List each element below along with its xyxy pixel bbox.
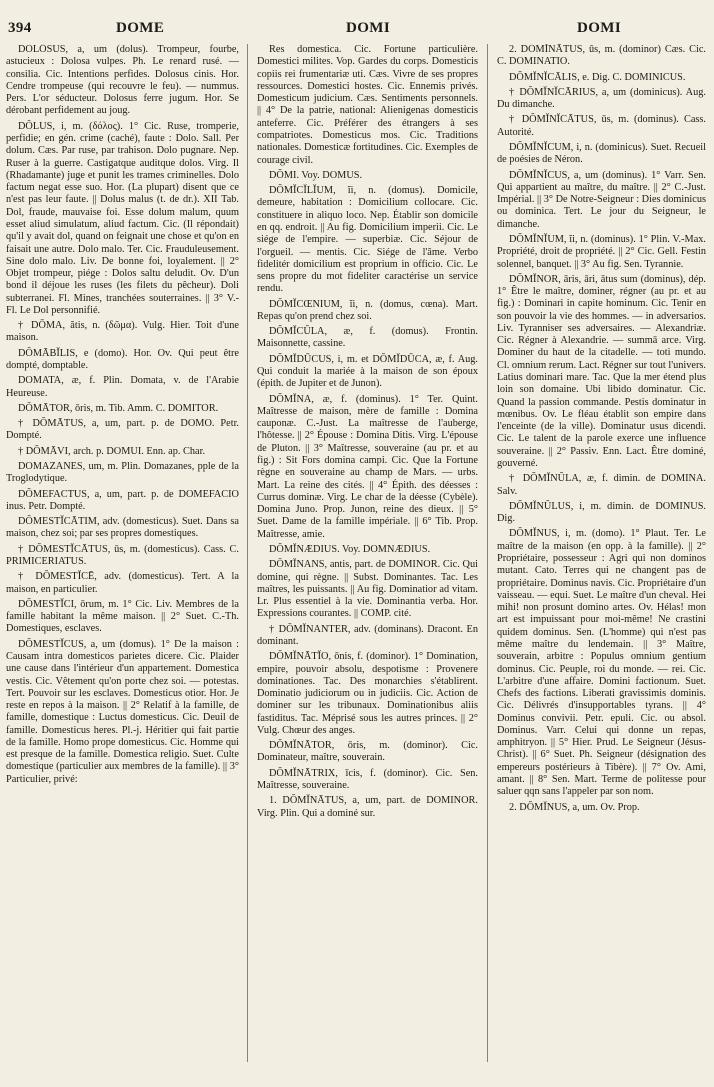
column-right — [497, 44, 706, 1084]
dictionary-entry: DŎMĬNŬLUS, i, m. dimin. de DOMINUS. Dig. — [497, 500, 706, 525]
dictionary-entry: DŎMI. Voy. DOMUS. — [269, 169, 363, 181]
dictionary-entry: DŎLUS, i, m. (δόλος). 1° Cic. Ruse, tromperie, perfidie; en gén. crime (caché), faute : Dolo. Sall. Per dolum. Cæs. Par ruse, par trahison. Dolo pugnare. Nep. Ruser à la guerre. Castigatque auditque dolos. Virg. Il (Rhadamante) juge et punit les trames criminelles. Dolo factum negat esse suo. Hor. (La plupart) disent que ce n'est pas leur faute. || Dolus malus (t. de dr.). XII Tab. Dol, fraude, mauvaise foi. Esse dolum malum, quum esset aliud simulatum, aliud factum. Cic. (Il répondait) qu'il y avait dol, quand on feignait une chose et qu'on en faisait une autre. Dolo malo. Ter. Cic. Frauduleusement. Sine dolo malo. Liv. De bonne foi, loyalement. || 2° Objet trompeur, piége : Dolos saltu deludit. Ov. D'un bond il déjoue les ruses (les filets du pêcheur). Doli subterranei. Fl. Mines, tranchées souterraines. || 3° V.-Fl. Le Dol personnifié. — [6, 120, 239, 316]
running-head-left: DOME — [116, 20, 165, 36]
dictionary-entry: DŎMESTĬCI, ōrum, m. 1° Cic. Liv. Membres de la famille habitant la même maison. || 2° Suet. C.-Th. Domestiques, esclaves. — [6, 598, 239, 635]
column-left — [6, 44, 239, 1084]
dictionary-entry: † DŎMĬNANTER, adv. (dominans). Dracont. En dominant. — [257, 623, 478, 647]
dictionary-entry: DOMATA, æ, f. Plin. Domata, v. de l'Arabie Heureuse. — [6, 375, 239, 399]
dictionary-entry: † DŎMĀTUS, a, um, part. p. de DOMO. Petr. Dompté. — [6, 418, 239, 442]
dictionary-entry: DŎLŌSUS, a, um (dolus). Trompeur, fourbe, astucieux : Dolosa vulpes. Ph. Le renard rusé. — consilia. Cic. Intentions perfides. Dolosus cinis. Hor. Cendre trompeuse (qui recouvre le feu). — nummus. Pers. L'or séducteur. Dolosus ferre jugum. Hor. Se dérobant perfidement au joug. — [6, 44, 239, 117]
dictionary-entry: † DŎMĬNŬLA, æ, f. dimin. de DOMINA. Salv. — [497, 473, 706, 497]
dictionary-entry: † DŎMESTĬCĒ, adv. (domesticus). Tert. A la maison, en particulier. — [6, 571, 239, 595]
dictionary-entry: DŎMĬDŪCUS, i, m. et DŎMĬDŪCA, æ, f. Aug. Qui conduit la mariée à la maison de son époux (épith. de Jupiter et de Junon). — [257, 353, 478, 390]
dictionary-entry: † DŎMESTĬCĀTUS, ūs, m. (domesticus). Cass. C. PRIMICERIATUS. — [6, 543, 239, 567]
dictionary-entry: † DŎMĬNĬCĀTUS, ūs, m. (dominus). Cass. Autorité. — [497, 114, 706, 138]
dictionary-entry: DŎMĬCŬLA, æ, f. (domus). Frontin. Maisonnette, cassine. — [257, 326, 478, 350]
running-head-right: DOMI — [577, 20, 622, 36]
dictionary-entry: DŎMĬCŒNIUM, ĭi, n. (domus, cœna). Mart. Repas qu'on prend chez soi. — [257, 298, 478, 322]
column-divider-right — [487, 44, 488, 1062]
page-number: 394 — [8, 20, 32, 36]
dictionary-entry: DŎMĬNÆDIUS. Voy. DOMNÆDIUS. — [269, 543, 431, 555]
dictionary-entry: DŎMĬNĬCĀLIS, e. Dig. C. DOMINICUS. — [509, 71, 686, 83]
dictionary-entry: DŎMĬNĬCUM, i, n. (dominicus). Suet. Recueil de poésies de Néron. — [497, 141, 706, 166]
dictionary-entry: DŎMESTĬCĀTIM, adv. (domesticus). Suet. Dans sa maison, chez soi; par ses propres domestiques. — [6, 516, 239, 540]
dictionary-entry: † DŌMA, ătis, n. (δῶμα). Vulg. Hier. Toit d'une maison. — [6, 320, 239, 344]
dictionary-entry: DŎMĬNĀTOR, ōris, m. (dominor). Cic. Dominateur, maître, souverain. — [257, 740, 478, 764]
dictionary-entry: † DŎMĀVI, arch. p. DOMUI. Enn. ap. Char. — [18, 445, 206, 457]
column-middle — [257, 44, 478, 1084]
dictionary-entry: DŎMĬNĬCUS, a, um (dominus). 1° Varr. Sen. Qui appartient au maître, du maître. || 2° C.-Just. Impérial. || 3° De Notre-Seigneur : Dies dominicus ou dominica. Tert. Le jour du Seigneur, le dimanche. — [497, 169, 706, 230]
running-head-center: DOMI — [346, 20, 391, 36]
dictionary-entry: DŎMEFACTUS, a, um, part. p. de DOMEFACIO inus. Petr. Dompté. — [6, 488, 239, 512]
dictionary-entry: DŎMĬNĬUM, ĭi, n. (dominus). 1° Plin. V.-Max. Propriété, droit de propriété. || 2° Cic. Gell. Festin solennel, banquet. || 3° Au fig. Sen. Tyrannie. — [497, 233, 706, 270]
dictionary-entry: DŎMĬNOR, āris, āri, ātus sum (dominus), dép. 1° Être le maître, dominer, régner (au pr. et au fig.) : Dominari in capite hominum. Cic. Tenir en son pouvoir la vie des hommes. — in adversarios. Liv. Tyranniser ses adversaires. — Alexandriæ. Cic. Régner à Alexandrie. — summā arce. Virg. Dominer du haut de la citadelle. — toti mundo. Cl. omnium rerum. Lact. Régner sur tout l'univers. Latius dominari mare. Tac. Que la mer étend plus loin son domaine. Ubi libido dominatur. Cic. Quand la passion commande. Pestis dominatur in mœnibus. Ov. Le fléau établit son empire dans l'enceinte (de la ville). Dominatur usus dicendi. Cic. Le talent de la parole exerce une influence souveraine. || 2° Passiv. Enn. Lact. Être dominé, gouverné. — [497, 273, 706, 469]
dictionary-entry: † DŎMĬNĬCĀRIUS, a, um (dominicus). Aug. Du dimanche. — [497, 86, 706, 111]
dictionary-entry: DŎMĬNANS, antis, part. de DOMINOR. Cic. Qui domine, qui règne. || Subst. Dominantes. Tac. Les maîtres, les puissants. || Au fig. Dominatior ad vitam. Lr. Plus essentiel à la vie. Dominantia verba. Hor. Expressions courantes. || COMP. cité. — [257, 559, 478, 620]
dictionary-entry: DŎMĬNĀTRIX, īcis, f. (dominor). Cic. Sen. Maîtresse, souveraine. — [257, 767, 478, 792]
dictionary-entry: DOMAZANES, um, m. Plin. Domazanes, pple de la Troglodytique. — [6, 461, 239, 485]
dictionary-entry: DŎMĬNA, æ, f. (dominus). 1° Ter. Quint. Maîtresse de maison, mère de famille : Domina cauponæ. C.-Just. La maîtresse de l'auberge, l'hôtesse. || 2° Épouse : Domina Ditis. Virg. L'épouse de Pluton. || 3° Maîtresse, souveraine (au pr. et au fig.) : Sit Fors domina campi. Cic. Que la Fortune règne en souveraine au champ de Mars. — urbs. Mart. La reine des cités. || 4° Épith. des déesses : Currus dominæ. Virg. Le char de la déesse (Cybèle). Domina Juno. Prop. Junon, reine des dieux. || 5° Suet. Dame de la famille impériale. || 6° Tib. Prop. Maîtresse, amie. — [257, 393, 478, 540]
dictionary-entry: DŎMĬCĬLĬUM, ĭi, n. (domus). Domicile, demeure, habitation : Domicilium collocare. Cic. constituere in aliquo loco. Nep. Établir son domicile en qq. endroit. || Au fig. Domicilium imperii. Cic. Le siége de l'empire. — superbiæ. Cic. Séjour de l'orgueil. — mentis. Cic. Siége de l'âme. Verbo fidelitér domicilium est proprium in officio. Cic. Le sens propre du mot fideliter caractérise un service rendu. — [257, 185, 478, 295]
dictionary-entry: DŎMĀBĬLIS, e (domo). Hor. Ov. Qui peut être dompté, domptable. — [6, 347, 239, 372]
dictionary-entry: DŎMĬNĀTĬO, ōnis, f. (dominor). 1° Domination, empire, pouvoir absolu, despotisme : Provenere dominationes. Tac. Des monarchies s'établirent. Dominatio judiciorum ou in judiciis. Cic. Action de dominer sur les tribunaux. Dominationibus aliis fastiditus. Tac. Méprisé sous les autres princes. || 2° Vulg. Chœur des anges. — [257, 651, 478, 736]
dictionary-entry: Res domestica. Cic. Fortune particulière. Domestici milites. Vop. Gardes du corps. Domesticis copiis rei frumentariæ uti. Cæs. Vivre de ses propres ressources. Domestici hostes. Cic. Ennemis privés. Domesticum judicium. Cæs. Sentiments personnels. || 4° De la patrie, national: Alienigenas domesticis anteferre. Cic. Préférer des étrangers à ses compatriotes. Domesticus mos. Cic. Traditions nationales. Domesticæ fortitudines. Cic. Exemples de courage civil. — [257, 44, 478, 166]
column-divider-left — [247, 44, 248, 1062]
dictionary-entry: 1. DŎMĬNĀTUS, a, um, part. de DOMINOR. Virg. Plin. Qui a dominé sur. — [257, 795, 478, 819]
dictionary-entry: DŎMĬNUS, i, m. (domo). 1° Plaut. Ter. Le maître de la maison (en opp. à la famille). || 2° Propriétaire, possesseur : Agri qui non dominos mutant. Cato. Terres qui ne changent pas de propriétaire. Dominus navis. Cic. Propriétaire d'un vaisseau. — equi. Suet. Le maître d'un cheval. Hei mihi! non prosunt domino artes. Ov. Hélas! mon art est impuissant pour moi-même! Ne crastini quidem dominus. Sen. (L'homme) qui n'est pas même maître du lendemain. || 3° Maître, souverain, arbitre : Populus omnium gentium dominus. Cic. Peuple, roi du monde. — rei. Cic. L'arbitre d'une affaire. Domini factionum. Suet. Chefs des factions. Liberati gravissimis dominis. Cic. Délivrés d'insupportables tyrans. || 4° Dominus convivii. Petr. epuli. Cic. ou absol. Dominus. Varr. Celui qui donne un repas, amphitryon. || 5° Hier. Prud. Le Seigneur (Jésus-Christ). || 6° Suet. Ph. Seigneur (désignation des empereurs postérieurs à Tibère). || 7° Ov. Ami, amant. || 8° Sen. Mart. Terme de politesse pour saluer qqn sans l'appeler par son nom. — [497, 528, 706, 798]
dictionary-entry: 2. DŎMĬNUS, a, um. Ov. Prop. — [509, 801, 640, 813]
dictionary-entry: DŎMESTĬCUS, a, um (domus). 1° De la maison : Causam intra domesticos parietes dicere. Cic. Plaider une cause dans l'intérieur d'un appartement. Domestica vestis. Cic. Vêtement qu'on porte chez soi. — potestas. Tert. Pouvoir sur les esclaves. Domesticus otior. Hor. Je reste en repos à la maison. || 2° Relatif à la famille, de famille, domestique : Luctus domesticus. Cic. Deuil de famille. Domesticus heres. Pl.-j. Héritier qui fait partie de la famille. Homo prope domesticus. Cic. Homme qui est presque de la famille. Domestica religio. Suet. Culte domestique (particulier aux membres de la famille). || 3° Particulier, privé: — [6, 638, 239, 785]
dictionary-entry: DŎMĀTOR, ōris, m. Tib. Amm. C. DOMITOR. — [18, 402, 219, 414]
dictionary-entry: 2. DŎMĬNĀTUS, ūs, m. (dominor) Cæs. Cic. C. DOMINATIO. — [497, 44, 706, 68]
